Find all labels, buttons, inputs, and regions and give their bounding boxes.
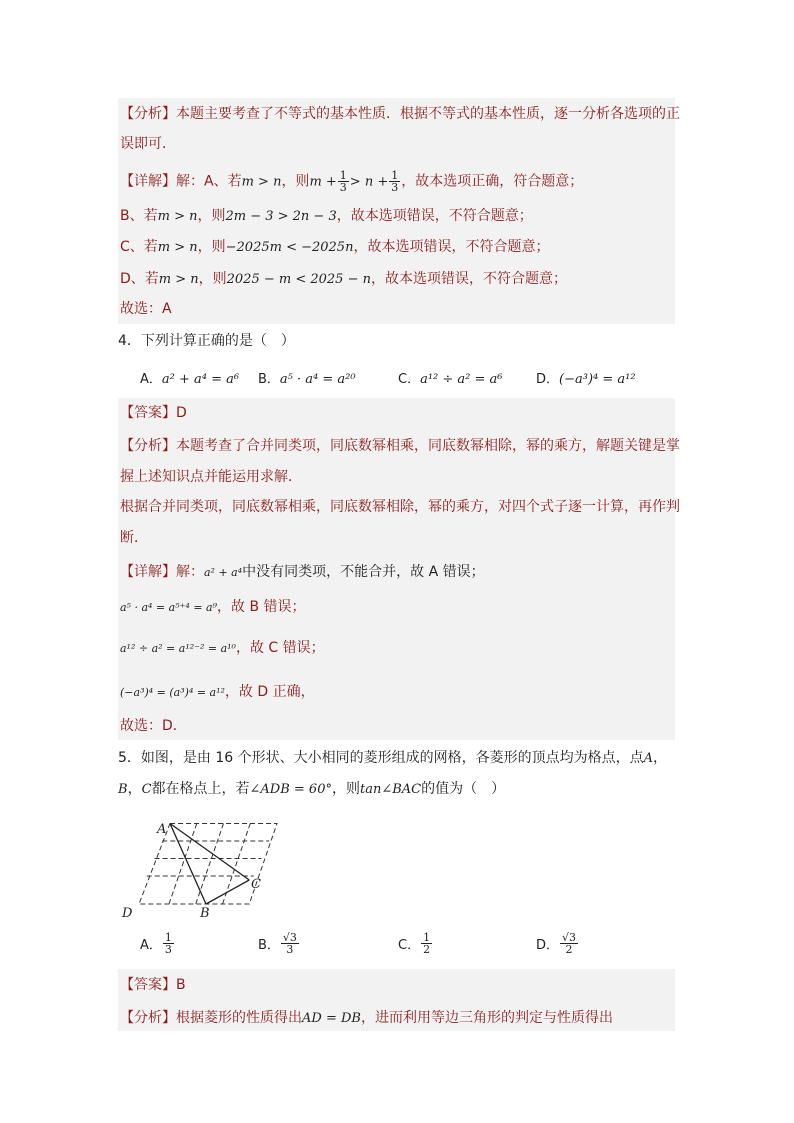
q3-analysis-line-2 bbox=[120, 134, 176, 154]
q3-a-frac-2 bbox=[389, 170, 400, 193]
q3-a-frac-2-num: 1 bbox=[391, 169, 399, 182]
q5-stem-2-c: C bbox=[141, 782, 152, 797]
q5-option-a-den: 3 bbox=[164, 943, 172, 956]
q3-d-pre: D、若 bbox=[120, 271, 159, 287]
q3-a-post: ，故本选项正确，符合题意； bbox=[401, 173, 584, 190]
q5-option-a-num: 1 bbox=[164, 931, 172, 944]
point-label-a: A bbox=[157, 822, 167, 837]
q4-analysis-line-2 bbox=[120, 467, 302, 487]
q3-a-frac-2-den: 3 bbox=[391, 181, 399, 194]
q4-detail-2-post: ，故 B 错误； bbox=[217, 599, 306, 615]
q4-detail-3-post: ，故 C 错误； bbox=[235, 640, 325, 656]
point-label-b: B bbox=[200, 906, 210, 920]
q5-answer: B bbox=[176, 977, 186, 993]
q4-stem: 4．下列计算正确的是（ ） bbox=[118, 333, 295, 349]
q3-analysis-line-1 bbox=[120, 104, 680, 124]
q5-option-c-num: 1 bbox=[423, 931, 431, 944]
q4-analysis-line-3 bbox=[120, 497, 680, 517]
q3-b-post: ，故本选项错误，不符合题意； bbox=[336, 208, 533, 224]
q5-answer-tag: 【答案】 bbox=[120, 977, 176, 993]
q4-analysis-text-2: 握上述知识点并能运用求解． bbox=[120, 469, 302, 485]
q4-detail-tag: 【详解】 bbox=[120, 564, 176, 580]
q3-choice: 故选：A bbox=[120, 301, 172, 317]
q3-detail-line-b bbox=[120, 206, 533, 227]
q5-option-b-num: √3 bbox=[282, 931, 297, 944]
q3-a-mid: > n + bbox=[349, 174, 389, 190]
q5-option-a-label: A． bbox=[140, 938, 162, 953]
q5-stem-2-end: 的值为（ ） bbox=[421, 781, 506, 797]
q4-option-a-expr: a² + a⁴ = a⁶ bbox=[161, 372, 240, 387]
q5-stem-1-var: A bbox=[643, 751, 654, 766]
q3-cond-b: m > n bbox=[157, 209, 198, 224]
q5-stem-2-then: ，则 bbox=[331, 781, 360, 797]
q5-stem-1-end: ， bbox=[653, 750, 668, 766]
q4-option-b-label: B． bbox=[258, 372, 280, 387]
q3-b-pre: B、若 bbox=[120, 208, 158, 224]
q3-a-frac-1-num: 1 bbox=[339, 169, 347, 182]
q5-option-d-den: 2 bbox=[565, 943, 573, 956]
q5-analysis-pre: 根据菱形的性质得出 bbox=[176, 1010, 302, 1026]
q4-analysis-text-1: 本题考查了合并同类项，同底数幂相乘，同底数幂相除，幂的乘方，解题关键是掌 bbox=[176, 438, 680, 454]
q4-answer-tag: 【答案】 bbox=[120, 405, 176, 421]
q3-cond-a: m > n bbox=[241, 174, 282, 190]
q3-detail-line-c bbox=[120, 237, 549, 258]
q4-detail-line-2 bbox=[120, 597, 306, 618]
q4-detail-line-4 bbox=[120, 682, 315, 703]
q4-option-c-expr: a¹² ÷ a² = a⁶ bbox=[420, 372, 503, 387]
q5-analysis-tag: 【分析】 bbox=[120, 1010, 176, 1026]
q3-c-pre: C、若 bbox=[120, 239, 158, 255]
q3-c-expr: −2025m < −2025n bbox=[225, 240, 354, 255]
q3-cond-c: m > n bbox=[157, 240, 198, 255]
q5-option-a bbox=[140, 932, 175, 955]
q4-detail-1-post: 中没有同类项，不能合并，故 A 错误； bbox=[242, 564, 485, 580]
q4-choice-line bbox=[120, 716, 187, 736]
q5-stem-2-mid: 都在格点上，若 bbox=[151, 781, 250, 797]
q4-option-d-label: D． bbox=[536, 372, 560, 387]
q3-then-a: ，则 bbox=[281, 173, 310, 190]
q4-option-d bbox=[536, 368, 636, 387]
q4-analysis-tag: 【分析】 bbox=[120, 438, 176, 454]
q5-stem-2-b: B bbox=[118, 782, 128, 797]
q5-option-b-den: 3 bbox=[286, 943, 294, 956]
q5-option-d-num: √3 bbox=[562, 931, 577, 944]
q4-option-c bbox=[398, 368, 503, 387]
q5-option-c-den: 2 bbox=[423, 943, 431, 956]
q5-option-d bbox=[536, 932, 579, 955]
q5-answer-line bbox=[120, 975, 186, 995]
q3-a-frac-1 bbox=[338, 170, 349, 193]
q4-detail-4-expr: (−a³)⁴ = (a³)⁴ = a¹² bbox=[120, 686, 225, 699]
q4-analysis-text-3: 根据合并同类项，同底数幂相乘，同底数幂相除，幂的乘方，对四个式子逐一计算，再作判 bbox=[120, 499, 680, 515]
q4-option-c-label: C． bbox=[398, 372, 421, 387]
q3-detail-line-a bbox=[120, 170, 583, 193]
q3-d-expr: 2025 − m < 2025 − n bbox=[226, 272, 371, 287]
q4-detail-line-1 bbox=[120, 562, 485, 583]
q4-detail-1-pre: 解： bbox=[176, 564, 204, 580]
q3-a-left: m + bbox=[309, 174, 337, 190]
q5-analysis-expr: AD = DB bbox=[302, 1011, 361, 1026]
q5-option-b-label: B． bbox=[258, 938, 280, 953]
q3-a-frac-1-den: 3 bbox=[339, 181, 347, 194]
q5-stem-1: 5．如图，是由 16 个形状、大小相同的菱形组成的网格，各菱形的顶点均为格点，点 bbox=[118, 750, 644, 766]
q4-detail-1-expr: a² + a⁴ bbox=[204, 566, 243, 579]
q4-option-a bbox=[140, 368, 239, 387]
q3-detail-tag: 【详解】 bbox=[120, 173, 176, 190]
q3-b-expr: 2m − 3 > 2n − 3 bbox=[225, 209, 337, 224]
q5-option-b-frac bbox=[281, 932, 299, 955]
q3-detail-line-d bbox=[120, 269, 567, 290]
q5-option-d-label: D． bbox=[536, 938, 560, 953]
q3-c-post: ，故本选项错误，不符合题意； bbox=[353, 239, 550, 255]
q3-analysis-text-2: 误即可． bbox=[120, 136, 176, 152]
q4-choice: 故选：D． bbox=[120, 718, 187, 734]
q4-option-b bbox=[258, 368, 356, 387]
q4-option-b-expr: a⁵ · a⁴ = a²⁰ bbox=[279, 372, 356, 387]
q4-detail-3-expr: a¹² ÷ a² = a¹²⁻² = a¹⁰ bbox=[120, 642, 236, 655]
point-label-c: C bbox=[251, 877, 261, 892]
q5-option-a-frac bbox=[163, 932, 174, 955]
q4-analysis-text-4: 断． bbox=[120, 530, 148, 546]
q5-option-b bbox=[258, 932, 300, 955]
q5-option-c-label: C． bbox=[398, 938, 421, 953]
q3-d-post: ，故本选项错误，不符合题意； bbox=[370, 271, 567, 287]
q3-choice-line bbox=[120, 299, 172, 319]
q5-analysis-line bbox=[120, 1008, 613, 1029]
q5-stem-2-tan: tan∠BAC bbox=[359, 782, 422, 797]
q3-then-c: ，则 bbox=[197, 239, 226, 255]
q4-detail-line-3 bbox=[120, 638, 325, 659]
q5-stem-2-sep: ， bbox=[127, 781, 142, 797]
q3-detail-a-pre: 解：A、若 bbox=[176, 173, 242, 190]
q4-detail-4-post: ，故 D 正确， bbox=[224, 684, 315, 700]
q3-then-d: ，则 bbox=[198, 271, 227, 287]
point-label-d: D bbox=[122, 906, 133, 920]
q5-stem-line-2 bbox=[118, 779, 505, 800]
q5-option-c-frac bbox=[421, 932, 432, 955]
q3-then-b: ，则 bbox=[197, 208, 226, 224]
q5-option-d-frac bbox=[560, 932, 578, 955]
q4-answer-line bbox=[120, 403, 187, 423]
rhombus-grid-figure bbox=[115, 810, 315, 920]
q3-analysis-text-1: 本题主要考查了不等式的基本性质．根据不等式的基本性质，逐一分析各选项的正 bbox=[176, 106, 680, 122]
q5-analysis-post: ，进而利用等边三角形的判定与性质得出 bbox=[360, 1010, 613, 1026]
q3-analysis-tag: 【分析】 bbox=[120, 106, 176, 122]
q5-option-c bbox=[398, 932, 433, 955]
q4-option-a-label: A． bbox=[140, 372, 162, 387]
q4-analysis-line-4 bbox=[120, 528, 148, 548]
q5-stem-line-1 bbox=[118, 748, 667, 769]
q5-stem-2-angle: ∠ADB = 60° bbox=[249, 782, 332, 797]
q3-cond-d: m > n bbox=[158, 272, 199, 287]
q4-analysis-line-1 bbox=[120, 436, 680, 456]
q4-answer: D bbox=[176, 405, 187, 421]
q4-option-d-expr: (−a³)⁴ = a¹² bbox=[559, 372, 636, 387]
q4-detail-2-expr: a⁵ · a⁴ = a⁵⁺⁴ = a⁹ bbox=[120, 601, 217, 614]
